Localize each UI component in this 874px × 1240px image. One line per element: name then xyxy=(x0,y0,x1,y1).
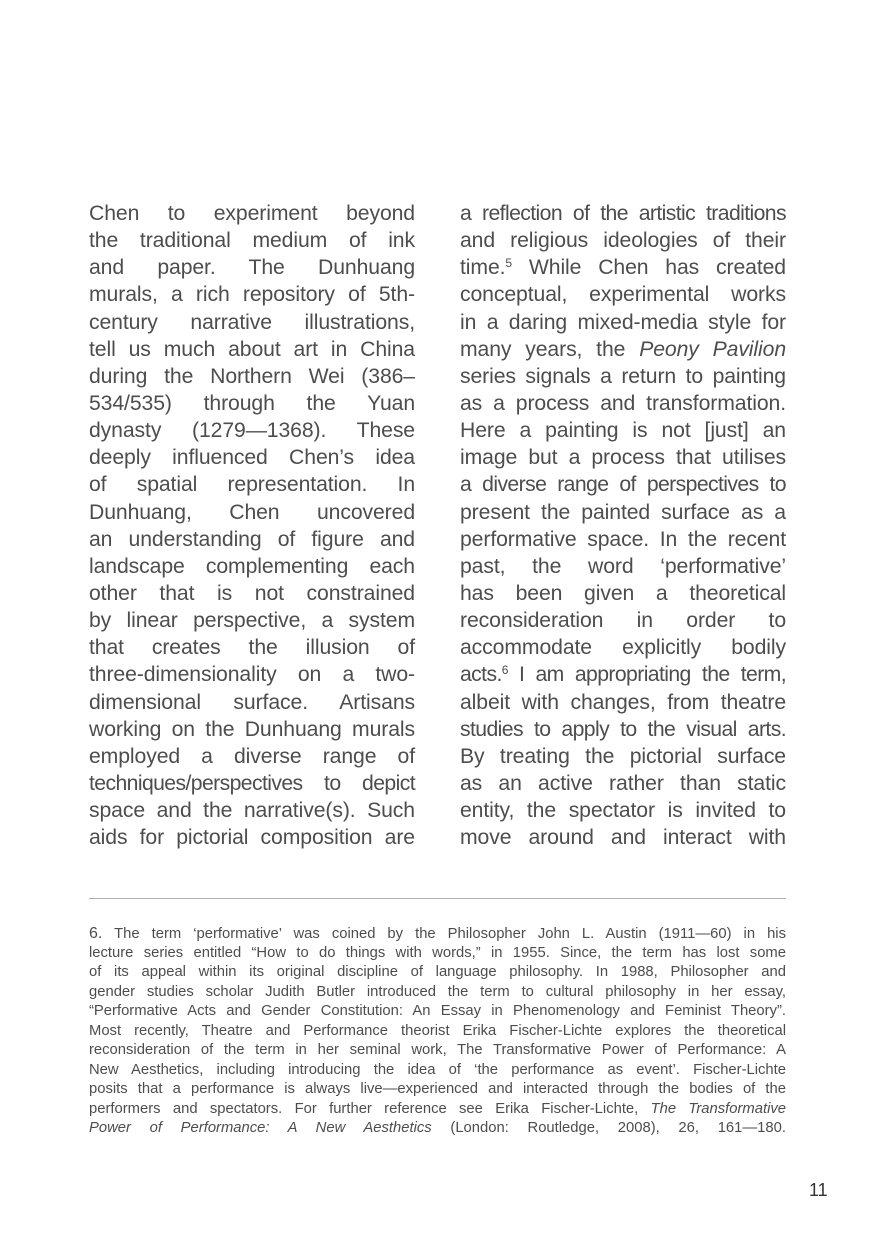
footnote-text: performers and spectators. For further reference see Erika Fischer-Lichte, xyxy=(89,1100,651,1117)
page-number: 11 xyxy=(809,1180,828,1200)
body-line: as an active rather than static xyxy=(460,771,786,795)
body-line: Dunhuang, Chen uncovered xyxy=(89,500,415,524)
book-title: The Transformative xyxy=(650,1100,787,1117)
footnote-6 xyxy=(89,924,786,1139)
footnote-line xyxy=(89,1119,786,1139)
footnote-line: posits that a performance is always live—experienced and interacted through the bodies of the xyxy=(89,1081,786,1098)
body-line: the traditional medium of ink xyxy=(89,229,415,253)
footnote-line: New Aesthetics, including introducing the idea of ‘the performance as event’. Fischer-Lichte xyxy=(89,1061,786,1078)
body-line: techniques/perspectives to depict xyxy=(89,771,415,795)
body-line: performative space. In the recent xyxy=(460,527,786,551)
body-line: landscape complementing each xyxy=(89,554,415,578)
body-line: Chen to experiment beyond xyxy=(89,202,415,225)
body-line: of spatial representation. In xyxy=(89,473,415,497)
footnote-line xyxy=(89,924,786,944)
body-line: deeply influenced Chen’s idea xyxy=(89,446,415,470)
footnote-line: gender studies scholar Judith Butler introduced the term to cultural philosophy in her essay, xyxy=(89,983,786,1000)
body-line: has been given a theoretical xyxy=(460,581,786,605)
body-text: many years, the xyxy=(460,337,640,361)
body-line: other that is not constrained xyxy=(89,581,415,605)
body-line: present the painted surface as a xyxy=(460,500,786,524)
body-line: past, the word ‘performative’ xyxy=(460,554,786,578)
body-text: acts. xyxy=(460,663,502,687)
body-line: working on the Dunhuang murals xyxy=(89,717,415,741)
footnote-ref-6[interactable]: 6 xyxy=(501,663,508,678)
body-line: By treating the pictorial surface xyxy=(460,744,786,768)
body-line: murals, a rich repository of 5th- xyxy=(89,283,415,307)
book-title: Power of Performance: A New Aesthetics xyxy=(89,1120,432,1137)
body-line: during the Northern Wei (386– xyxy=(89,364,415,388)
body-column-right xyxy=(460,200,786,851)
body-line xyxy=(460,336,786,363)
body-line: Here a painting is not [just] an xyxy=(460,419,786,443)
footnote-line xyxy=(89,1100,786,1120)
body-column-left xyxy=(89,200,415,851)
body-line: albeit with changes, from theatre xyxy=(460,690,786,714)
footnote-line: “Performative Acts and Gender Constitution: An Essay in Phenomenology and Feminist Theory”. xyxy=(89,1003,786,1020)
footnote-ref-5[interactable]: 5 xyxy=(505,256,512,271)
footnote-line: reconsideration of the term in her seminal work, The Transformative Power of Performance: A xyxy=(89,1042,786,1059)
body-line: three-dimensionality on a two- xyxy=(89,663,415,687)
body-text: While Chen has created xyxy=(512,256,786,280)
body-line: space and the narrative(s). Such xyxy=(89,799,415,823)
body-line: 534/535) through the Yuan xyxy=(89,391,415,415)
footnote-text: (London: Routledge, 2008), 26, 161—180. xyxy=(431,1120,786,1137)
body-line: dimensional surface. Artisans xyxy=(89,690,415,714)
body-line: image but a process that utilises xyxy=(460,446,786,470)
body-line: dynasty (1279—1368). These xyxy=(89,419,415,443)
body-line: series signals a return to painting xyxy=(460,364,786,388)
body-line: tell us much about art in China xyxy=(89,337,415,361)
body-line: move around and interact with xyxy=(460,826,786,850)
body-line: accommodate explicitly bodily xyxy=(460,636,786,660)
body-line: studies to apply to the visual arts. xyxy=(460,717,786,741)
body-line: century narrative illustrations, xyxy=(89,310,415,334)
body-line: a diverse range of perspectives to xyxy=(460,473,786,497)
body-line: aids for pictorial composition are xyxy=(89,826,415,850)
body-line: as a process and transformation. xyxy=(460,391,786,415)
body-line: an understanding of figure and xyxy=(89,527,415,551)
body-line: and religious ideologies of their xyxy=(460,229,786,253)
body-line xyxy=(460,661,786,688)
body-line: entity, the spectator is invited to xyxy=(460,799,786,823)
body-line: and paper. The Dunhuang xyxy=(89,256,415,280)
body-line: that creates the illusion of xyxy=(89,636,415,660)
body-line: in a daring mixed-media style for xyxy=(460,310,786,334)
body-line xyxy=(460,254,786,281)
footnote-text: The term ‘performative’ was coined by the Philosopher John L. Austin (1911—60) in his xyxy=(102,926,786,942)
body-line: reconsideration in order to xyxy=(460,609,786,633)
body-line: by linear perspective, a system xyxy=(89,609,415,633)
artwork-title: Peony Pavilion xyxy=(639,337,786,361)
footnote-line: of its appeal within its original discipline of language philosophy. In 1988, Philosopher and xyxy=(89,964,786,981)
footnote-divider xyxy=(89,898,786,899)
body-line: conceptual, experimental works xyxy=(460,283,786,307)
footnote-line: Most recently, Theatre and Performance theorist Erika Fischer-Lichte explores the theoretical xyxy=(89,1022,786,1039)
footnote-number: 6. xyxy=(89,925,103,942)
body-text: I am appropriating the term, xyxy=(507,663,786,687)
body-text: time. xyxy=(460,256,506,280)
footnote-line: lecture series entitled “How to do things with words,” in 1955. Since, the term has lost some xyxy=(89,944,786,961)
body-line: a reflection of the artistic traditions xyxy=(460,202,786,225)
body-line: employed a diverse range of xyxy=(89,744,415,768)
